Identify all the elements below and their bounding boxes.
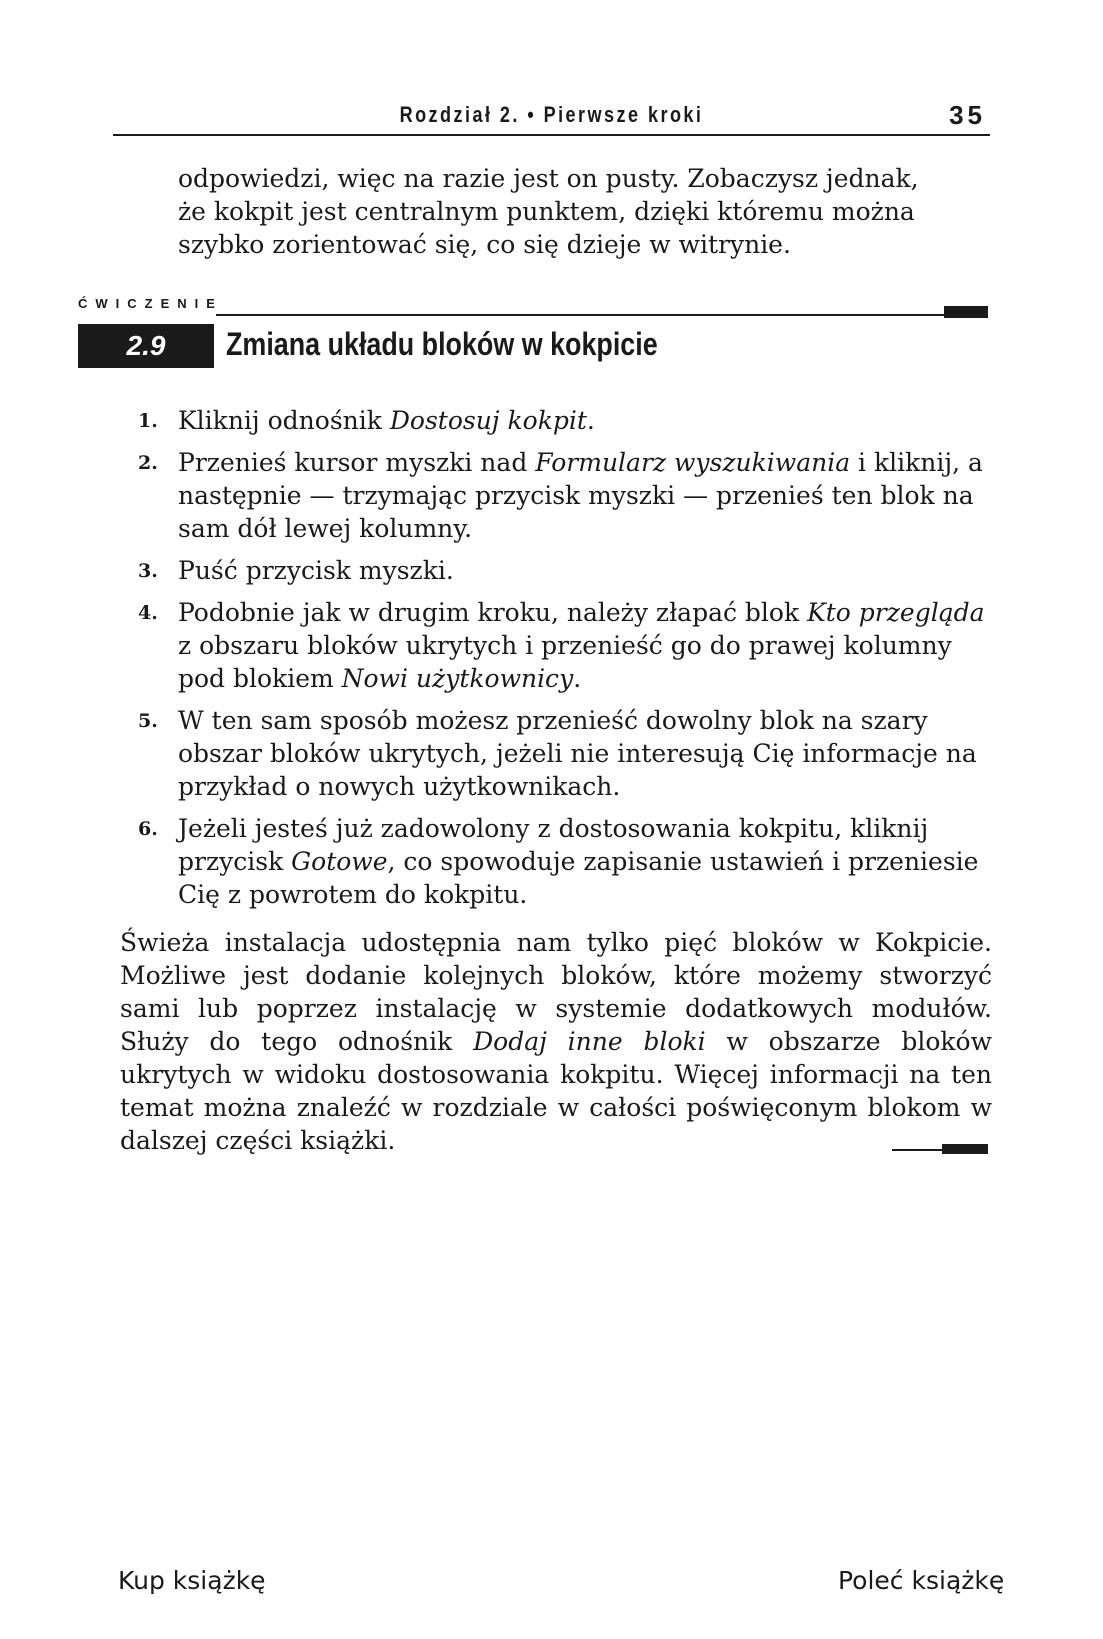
exercise-marker	[944, 306, 988, 318]
list-item	[130, 446, 990, 545]
exercise-label: ĆWICZENIE	[78, 296, 223, 311]
closing-text: Świeża instalacja udostępnia nam tylko pięć bloków w Kokpicie. Możliwe jest dodanie kolejnych bloków, które możemy stworzyć sami lub poprzez instalację w systemie dodatkowych modułów. Służy do tego odnośnik	[120, 928, 992, 1056]
chapter-title: Rozdział 2. • Pierwsze kroki	[399, 102, 704, 127]
step-number: 5.	[138, 710, 158, 732]
step-number: 1.	[138, 410, 158, 432]
step-emphasis: Nowi użytkownicy	[341, 664, 574, 693]
step-text: i kliknij, a następnie — trzymając przycisk myszki — przenieś ten blok na sam dół lewej kolumny.	[178, 448, 983, 543]
end-rule	[892, 1149, 942, 1151]
step-number: 2.	[138, 452, 158, 474]
step-text: z obszaru bloków ukrytych i przenieść go do prawej kolumny pod blokiem	[178, 631, 952, 693]
step-text: Kliknij odnośnik	[178, 406, 390, 435]
list-item	[130, 812, 990, 911]
step-text: Przenieś kursor myszki nad	[178, 448, 536, 477]
intro-line: szybko zorientować się, co się dzieje w witrynie.	[178, 230, 791, 259]
intro-line: że kokpit jest centralnym punktem, dzięki któremu można	[178, 197, 915, 226]
step-emphasis: Dostosuj kokpit	[389, 406, 587, 435]
buy-book-link[interactable]: Kup książkę	[118, 1566, 266, 1595]
exercise-title: Zmiana układu bloków w kokpicie	[226, 326, 658, 362]
step-number: 3.	[138, 560, 158, 582]
list-item	[130, 404, 990, 437]
step-text: Podobnie jak w drugim kroku, należy złapać blok	[178, 598, 808, 627]
step-emphasis: Gotowe	[291, 847, 388, 876]
recommend-book-link[interactable]: Poleć książkę	[838, 1566, 1005, 1595]
list-item	[130, 704, 990, 803]
step-text: .	[586, 406, 595, 435]
step-text: W ten sam sposób możesz przenieść dowolny blok na szary obszar bloków ukrytych, jeżeli nie interesują Cię informacje na przykład o nowych użytkownikach.	[178, 706, 977, 801]
exercise-rule	[216, 314, 946, 316]
intro-paragraph	[178, 162, 978, 261]
closing-paragraph	[120, 926, 992, 1157]
intro-line: odpowiedzi, więc na razie jest on pusty. Zobaczysz jednak,	[178, 164, 919, 193]
step-emphasis: Formularz wyszukiwania	[535, 448, 851, 477]
exercise-number: 2.9	[78, 324, 214, 368]
step-text: Jeżeli jesteś już zadowolony z dostosowania kokpitu, kliknij przycisk	[178, 814, 929, 876]
step-number: 4.	[138, 602, 158, 624]
closing-emphasis: Dodaj inne bloki	[473, 1027, 706, 1056]
list-item	[130, 554, 990, 587]
running-header	[113, 98, 990, 136]
list-item	[130, 596, 990, 695]
steps-list	[130, 404, 990, 920]
closing-text: w obszarze bloków ukrytych w widoku dostosowania kokpitu. Więcej informacji na ten temat można znaleźć w rozdziale w całości poświęconym blokom w dalszej części książki.	[120, 1027, 992, 1155]
step-text: Puść przycisk myszki.	[178, 556, 454, 585]
step-text: .	[573, 664, 582, 693]
step-emphasis: Kto przegląda	[807, 598, 985, 627]
end-marker	[942, 1144, 988, 1154]
page-number: 35	[949, 100, 986, 130]
step-text: , co spowoduje zapisanie ustawień i przeniesie Cię z powrotem do kokpitu.	[178, 847, 979, 909]
step-number: 6.	[138, 818, 158, 840]
